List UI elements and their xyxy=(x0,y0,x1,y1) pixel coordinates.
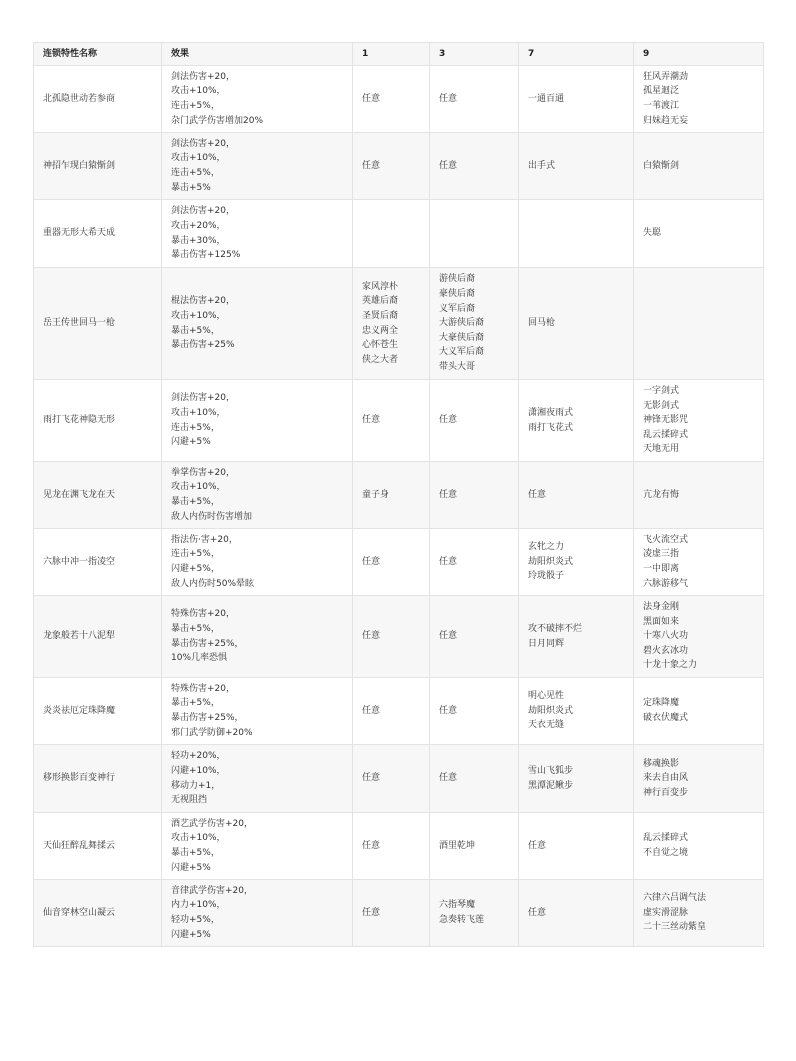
effect-line: 连击+5%， xyxy=(171,422,220,433)
level-9-line: 六律六吕调气法 xyxy=(643,893,707,904)
level-7-line: 天衣无缝 xyxy=(528,720,565,731)
level-1-cell xyxy=(353,66,430,133)
effect-line: 攻击+10%， xyxy=(171,482,226,493)
effect-line: 闪避+5% xyxy=(171,929,211,940)
effect-cell xyxy=(162,200,353,268)
level-7-line: 黑潭泥鳅步 xyxy=(528,780,574,791)
table-row xyxy=(34,380,764,462)
level-9-line: 碧火玄冰功 xyxy=(643,645,689,656)
effect-cell xyxy=(162,880,353,947)
effect-line: 内力+10%， xyxy=(171,900,226,911)
level-3-line: 酒里乾坤 xyxy=(439,840,476,851)
effect-line: 邪门武学防御+20% xyxy=(171,727,253,738)
level-3-line: 任意 xyxy=(439,93,458,104)
level-1-line: 任意 xyxy=(362,160,381,171)
level-1-cell xyxy=(353,745,430,813)
level-7-line: 劫阳炽炎式 xyxy=(528,556,574,567)
level-7-line: 日月同辉 xyxy=(528,638,565,649)
effect-line: 音律武学伤害+20， xyxy=(171,885,253,896)
level-1-line: 童子身 xyxy=(362,489,390,500)
effect-line: 轻功+20%， xyxy=(171,751,226,762)
level-9-line: 十龙十象之力 xyxy=(643,660,698,671)
effect-line: 闪避+5% xyxy=(171,862,211,873)
level-1-line: 心怀苍生 xyxy=(362,340,399,351)
level-1-cell xyxy=(353,596,430,678)
level-1-line: 任意 xyxy=(362,631,381,642)
level-9-line: 黑面如来 xyxy=(643,616,680,627)
trait-name-cell: 仙音穿林空山凝云 xyxy=(34,880,162,947)
effect-line: 杂门武学伤害增加20% xyxy=(171,115,264,126)
trait-name-cell: 岳王传世回马一枪 xyxy=(34,268,162,380)
level-9-line: 狂风弄潮劲 xyxy=(643,71,689,82)
level-9-line: 白猿惭剑 xyxy=(643,160,680,171)
level-9-line: 凌虚三指 xyxy=(643,549,680,560)
level-9-line: 孤星迴泛 xyxy=(643,86,680,97)
level-3-cell xyxy=(430,813,519,880)
level-7-cell xyxy=(519,66,634,133)
effect-cell xyxy=(162,813,353,880)
level-3-line: 任意 xyxy=(439,773,458,784)
header-level-7: 7 xyxy=(519,43,634,66)
level-3-line: 义军后裔 xyxy=(439,303,476,314)
effect-line: 闪避+10%， xyxy=(171,765,226,776)
level-1-cell xyxy=(353,880,430,947)
effect-cell xyxy=(162,529,353,596)
effect-line: 暴击+5%， xyxy=(171,848,220,858)
effect-line: 敌人内伤时50%晕眩 xyxy=(171,578,255,589)
effect-cell xyxy=(162,66,353,133)
level-9-cell xyxy=(634,813,764,880)
effect-cell xyxy=(162,268,353,380)
level-3-cell xyxy=(430,596,519,678)
level-9-line: 乱云揉碎式 xyxy=(643,833,689,844)
trait-name-cell: 六脉中冲一指凌空 xyxy=(34,529,162,596)
effect-line: 棍法伤害+20， xyxy=(171,296,235,307)
effect-cell xyxy=(162,380,353,462)
level-3-line: 大豪侠后裔 xyxy=(439,332,485,343)
effect-line: 剑法伤害+20， xyxy=(171,393,235,404)
level-9-line: 虚实滑涩脉 xyxy=(643,907,689,918)
level-3-line: 任意 xyxy=(439,556,458,567)
table-row xyxy=(34,66,764,133)
effect-line: 闪避+5%， xyxy=(171,564,220,574)
level-1-cell xyxy=(353,133,430,200)
level-7-line: 出手式 xyxy=(528,160,556,171)
table-row xyxy=(34,268,764,380)
header-level-3: 3 xyxy=(430,43,519,66)
level-9-cell xyxy=(634,268,764,380)
level-1-line: 任意 xyxy=(362,840,381,851)
level-7-cell xyxy=(519,268,634,380)
level-1-cell xyxy=(353,268,430,380)
effect-line: 暴击+5%， xyxy=(171,325,220,336)
level-1-cell xyxy=(353,813,430,880)
effect-cell xyxy=(162,596,353,678)
level-7-cell xyxy=(519,529,634,596)
effect-line: 攻击+20%， xyxy=(171,220,226,231)
level-3-line: 大游侠后裔 xyxy=(439,318,485,329)
effect-line: 轻功+5%， xyxy=(171,915,220,925)
level-9-line: 无影剑式 xyxy=(643,400,680,411)
level-9-line: 法身金刚 xyxy=(643,602,680,613)
level-7-line: 回马枪 xyxy=(528,318,556,329)
effect-line: 暴击+30%， xyxy=(171,235,226,246)
level-7-cell xyxy=(519,133,634,200)
level-7-cell xyxy=(519,200,634,268)
level-9-cell xyxy=(634,200,764,268)
effect-line: 无视阻挡 xyxy=(171,795,208,806)
level-3-cell xyxy=(430,200,519,268)
level-9-line: 失聪 xyxy=(643,228,662,239)
trait-name-cell: 天仙狂醉乱舞揉云 xyxy=(34,813,162,880)
level-3-cell xyxy=(430,268,519,380)
effect-line: 暴击伤害+25% xyxy=(171,340,235,351)
level-3-line: 六指琴魔 xyxy=(439,900,476,911)
effect-line: 特殊伤害+20， xyxy=(171,683,235,694)
level-1-line: 家风淳朴 xyxy=(362,281,399,292)
level-9-line: 破衣伏魔式 xyxy=(643,713,689,723)
level-9-line: 六脉游移气 xyxy=(643,578,689,589)
trait-name-cell: 龙象般若十八泥犁 xyxy=(34,596,162,678)
effect-line: 闪避+5% xyxy=(171,437,211,448)
level-9-cell xyxy=(634,745,764,813)
header-trait-name: 连锁特性名称 xyxy=(34,43,162,66)
level-7-line: 一通百通 xyxy=(528,93,565,104)
level-1-line: 任意 xyxy=(362,705,381,716)
effect-line: 暴击+5%， xyxy=(171,497,220,507)
level-9-line: 来去自由风 xyxy=(643,773,689,784)
level-9-line: 乱云揉碎式 xyxy=(643,429,689,440)
level-1-cell xyxy=(353,380,430,462)
level-1-cell xyxy=(353,529,430,596)
level-9-line: 十寒八火功 xyxy=(643,631,689,642)
level-3-line: 急奏转飞莲 xyxy=(439,915,485,925)
level-9-cell xyxy=(634,678,764,745)
effect-cell xyxy=(162,745,353,813)
effect-line: 拳掌伤害+20， xyxy=(171,467,235,478)
effect-line: 剑法伤害+20， xyxy=(171,138,235,149)
effect-line: 攻击+10%， xyxy=(171,407,226,418)
level-1-line: 任意 xyxy=(362,415,381,426)
level-9-line: 一中即离 xyxy=(643,564,680,574)
level-7-line: 任意 xyxy=(528,907,547,918)
level-3-cell xyxy=(430,133,519,200)
level-3-line: 游侠后裔 xyxy=(439,274,476,285)
level-9-line: 神锋无影咒 xyxy=(643,415,689,426)
level-1-cell xyxy=(353,678,430,745)
level-7-line: 劫阳炽炎式 xyxy=(528,705,574,716)
trait-name-cell: 神招乍现白猿惭剑 xyxy=(34,133,162,200)
level-9-cell xyxy=(634,380,764,462)
trait-name-cell: 重器无形大希天成 xyxy=(34,200,162,268)
level-7-cell xyxy=(519,678,634,745)
level-1-cell xyxy=(353,462,430,529)
level-3-line: 任意 xyxy=(439,631,458,642)
effect-line: 攻击+10%， xyxy=(171,86,226,97)
level-3-line: 豪侠后裔 xyxy=(439,289,476,300)
level-1-line: 忠义两全 xyxy=(362,325,399,336)
chain-traits-table-container xyxy=(33,42,763,947)
trait-name-cell: 见龙在渊飞龙在天 xyxy=(34,462,162,529)
level-3-line: 任意 xyxy=(439,705,458,716)
effect-line: 敌人内伤时伤害增加 xyxy=(171,511,253,522)
level-9-line: 不自觉之境 xyxy=(643,848,689,858)
effect-line: 特殊伤害+20， xyxy=(171,609,235,620)
effect-line: 剑法伤害+20， xyxy=(171,206,235,217)
effect-cell xyxy=(162,462,353,529)
level-9-line: 飞火流空式 xyxy=(643,534,689,545)
effect-line: 暴击+5%， xyxy=(171,698,220,709)
level-7-line: 玲珑骰子 xyxy=(528,571,565,582)
trait-name-cell: 北孤隐世动若参商 xyxy=(34,66,162,133)
effect-line: 暴击伤害+125% xyxy=(171,250,241,261)
level-7-line: 玄牝之力 xyxy=(528,542,565,553)
level-7-line: 任意 xyxy=(528,489,547,500)
effect-cell xyxy=(162,678,353,745)
level-7-cell xyxy=(519,813,634,880)
level-9-line: 神行百变步 xyxy=(643,787,689,798)
level-9-line: 移魂换影 xyxy=(643,758,680,769)
level-9-cell xyxy=(634,66,764,133)
level-1-line: 任意 xyxy=(362,907,381,918)
level-1-line: 任意 xyxy=(362,93,381,104)
level-9-cell xyxy=(634,462,764,529)
level-9-line: 归妹趋无妄 xyxy=(643,115,689,126)
effect-line: 指法伤·害+20， xyxy=(171,534,238,545)
trait-name-cell: 雨打飞花神隐无形 xyxy=(34,380,162,462)
level-9-line: 天地无用 xyxy=(643,444,680,455)
level-3-cell xyxy=(430,678,519,745)
level-9-line: 亢龙有悔 xyxy=(643,489,680,500)
level-3-line: 任意 xyxy=(439,160,458,171)
level-9-line: 一字剑式 xyxy=(643,386,680,397)
level-9-cell xyxy=(634,529,764,596)
table-row xyxy=(34,880,764,947)
effect-line: 攻击+10%， xyxy=(171,833,226,844)
effect-line: 剑法伤害+20， xyxy=(171,71,235,82)
level-9-cell xyxy=(634,133,764,200)
header-level-9: 9 xyxy=(634,43,764,66)
level-7-line: 潇湘夜雨式 xyxy=(528,407,574,418)
level-1-line: 任意 xyxy=(362,556,381,567)
effect-line: 暴击+5%， xyxy=(171,623,220,634)
table-row xyxy=(34,596,764,678)
level-7-cell xyxy=(519,880,634,947)
level-7-line: 任意 xyxy=(528,840,547,851)
level-3-line: 任意 xyxy=(439,489,458,500)
level-1-line: 任意 xyxy=(362,773,381,784)
level-7-cell xyxy=(519,462,634,529)
table-row xyxy=(34,813,764,880)
level-3-line: 任意 xyxy=(439,415,458,426)
table-header-row xyxy=(34,43,764,66)
header-effect: 效果 xyxy=(162,43,353,66)
effect-line: 暴击+5% xyxy=(171,182,211,193)
header-level-1: 1 xyxy=(353,43,430,66)
level-3-cell xyxy=(430,462,519,529)
level-7-line: 攻不破摔不烂 xyxy=(528,623,583,634)
level-7-cell xyxy=(519,745,634,813)
table-row xyxy=(34,462,764,529)
level-3-line: 带头大哥 xyxy=(439,361,476,372)
effect-line: 移动力+1， xyxy=(171,780,221,791)
level-1-line: 侠之大者 xyxy=(362,354,399,365)
level-3-cell xyxy=(430,745,519,813)
effect-line: 暴击伤害+25%， xyxy=(171,638,244,649)
effect-line: 连击+5%， xyxy=(171,549,220,560)
level-3-cell xyxy=(430,380,519,462)
level-7-line: 明心见性 xyxy=(528,691,565,702)
level-3-cell xyxy=(430,66,519,133)
table-row xyxy=(34,200,764,268)
effect-line: 酒艺武学伤害+20， xyxy=(171,818,253,829)
level-7-line: 雨打飞花式 xyxy=(528,422,574,433)
level-7-line: 雪山飞狐步 xyxy=(528,765,574,776)
effect-line: 攻击+10%， xyxy=(171,153,226,164)
level-7-cell xyxy=(519,380,634,462)
level-3-line: 大义军后裔 xyxy=(439,347,485,358)
level-9-line: 定珠降魔 xyxy=(643,698,680,709)
level-3-cell xyxy=(430,880,519,947)
table-row xyxy=(34,745,764,813)
level-3-cell xyxy=(430,529,519,596)
effect-line: 攻击+10%， xyxy=(171,310,226,321)
effect-line: 10%几率恐惧 xyxy=(171,653,228,664)
effect-line: 连击+5%， xyxy=(171,168,220,178)
level-7-cell xyxy=(519,596,634,678)
level-9-cell xyxy=(634,880,764,947)
level-1-line: 圣贤后裔 xyxy=(362,310,399,321)
trait-name-cell: 炎炎祛厄定珠降魔 xyxy=(34,678,162,745)
effect-line: 暴击伤害+25%， xyxy=(171,713,244,723)
level-9-line: 二十三丝动紫皇 xyxy=(643,922,707,933)
table-row xyxy=(34,678,764,745)
effect-cell xyxy=(162,133,353,200)
level-9-line: 一苇渡江 xyxy=(643,101,680,111)
effect-line: 连击+5%， xyxy=(171,101,220,111)
table-row xyxy=(34,133,764,200)
trait-name-cell: 移形换影百变神行 xyxy=(34,745,162,813)
chain-traits-table xyxy=(33,42,764,947)
level-1-cell xyxy=(353,200,430,268)
level-9-cell xyxy=(634,596,764,678)
table-row xyxy=(34,529,764,596)
level-1-line: 英雄后裔 xyxy=(362,296,399,307)
table-body xyxy=(34,66,764,947)
